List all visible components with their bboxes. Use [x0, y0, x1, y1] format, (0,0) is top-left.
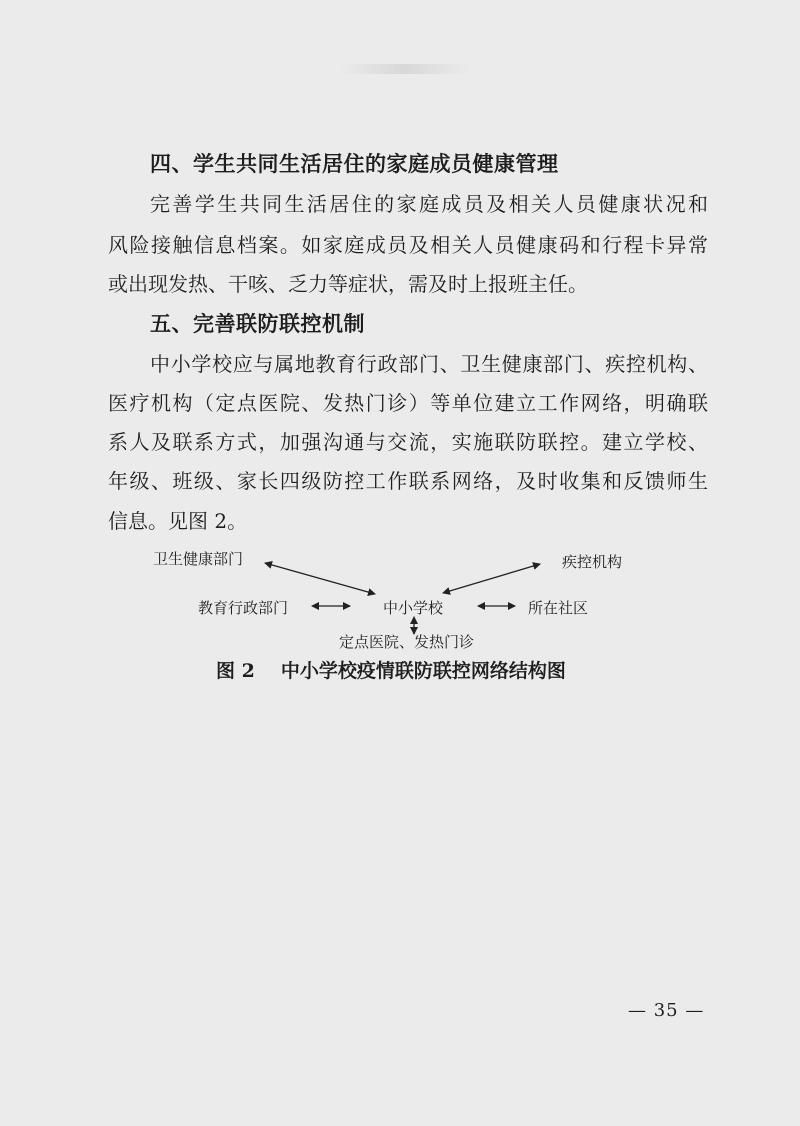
section-5-line-4: 年级、班级、家长四级防控工作联系网络，及时收集和反馈师生: [108, 469, 708, 493]
node-education-dept: 教育行政部门: [198, 599, 289, 617]
node-hospital: 定点医院、发热门诊: [339, 633, 475, 651]
node-center-school: 中小学校: [383, 599, 444, 617]
node-community: 所在社区: [528, 599, 589, 617]
node-cdc: 疾控机构: [562, 553, 623, 571]
section-5-heading: 五、完善联防联控机制: [150, 312, 365, 336]
page-number: — 35 —: [628, 1000, 705, 1021]
arrow-cdc: [443, 564, 540, 593]
section-5-line-3: 系人及联系方式，加强沟通与交流，实施联防联控。建立学校、: [108, 430, 708, 454]
section-5-line-5: 信息。见图 2。: [108, 509, 248, 533]
section-4-line-2: 风险接触信息档案。如家庭成员及相关人员健康码和行程卡异常: [108, 233, 708, 257]
node-health-dept: 卫生健康部门: [153, 550, 244, 568]
figure-number: 图 2: [216, 660, 255, 682]
section-4-line-3: 或出现发热、干咳、乏力等症状，需及时上报班主任。: [108, 272, 588, 296]
figure-title: 中小学校疫情联防联控网络结构图: [280, 660, 566, 682]
section-4-heading: 四、学生共同生活居住的家庭成员健康管理: [150, 152, 559, 176]
section-5-line-2: 医疗机构（定点医院、发热门诊）等单位建立工作网络，明确联: [108, 391, 708, 415]
arrow-health-dept: [265, 563, 375, 594]
figure-caption: [216, 656, 566, 683]
section-5-line-1: 中小学校应与属地教育行政部门、卫生健康部门、疾控机构、: [150, 352, 708, 376]
section-4-line-1: 完善学生共同生活居住的家庭成员及相关人员健康状况和: [150, 192, 708, 216]
